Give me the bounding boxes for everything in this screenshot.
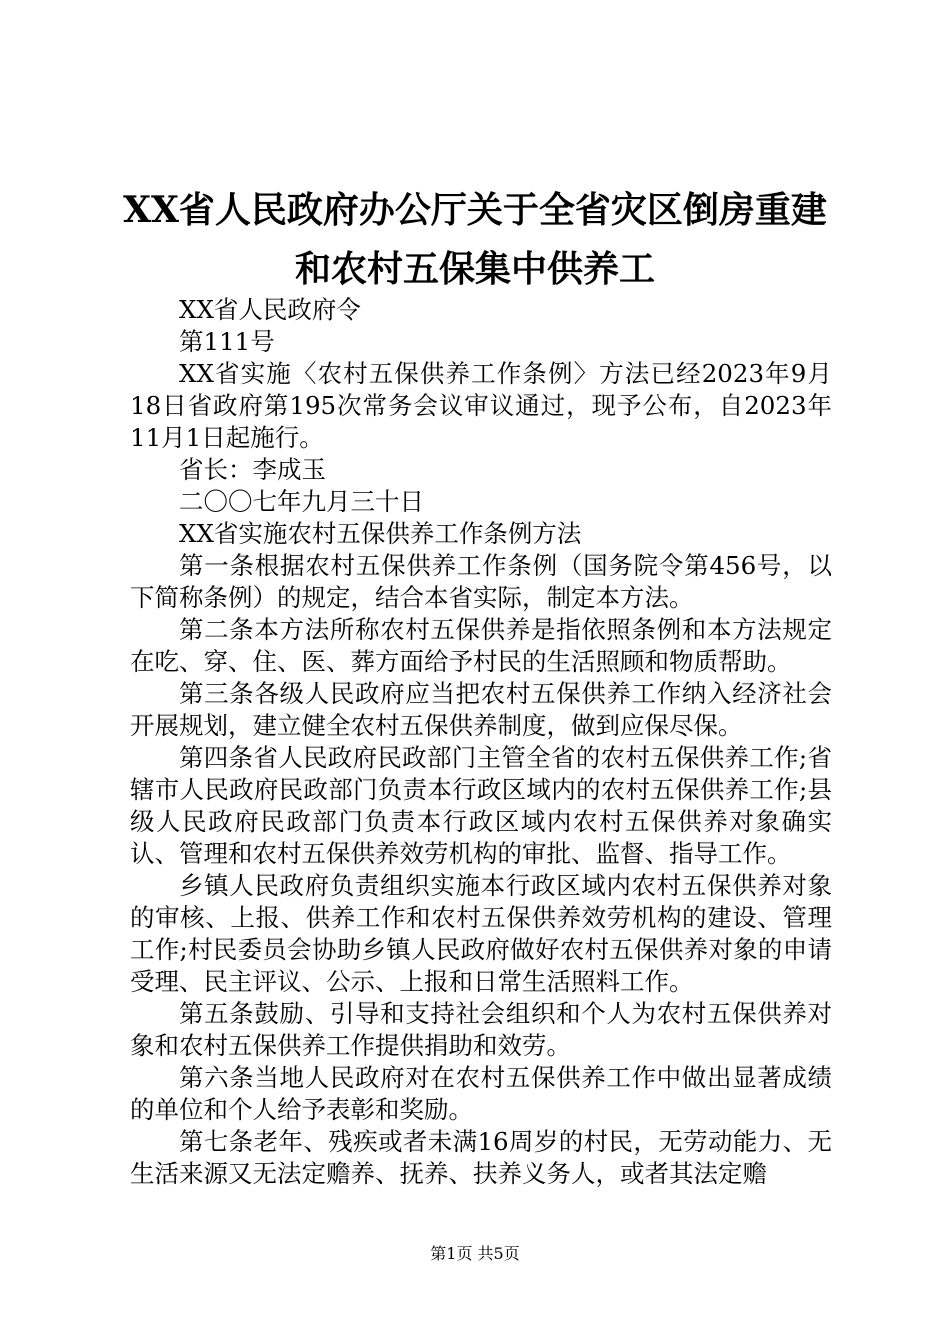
article-paragraph: 第五条鼓励、引导和支持社会组织和个人为农村五保供养对象和农村五保供养工作提供捐助和效劳。 (130, 999, 832, 1060)
decree-number: 第111号 (179, 327, 275, 356)
signatory: 省长：李成玉 (179, 455, 326, 484)
regulation-title: XX省实施农村五保供养工作条例方法 (179, 519, 582, 548)
issue-date: 二〇〇七年九月三十日 (179, 487, 424, 516)
document-title-line-2: 和农村五保集中供养工 (294, 248, 655, 290)
article-paragraph: 第四条省人民政府民政部门主管全省的农村五保供养工作;省辖市人民政府民政部门负责本行政区域内的农村五保供养工作;县级人民政府民政部门负责本行政区域内农村五保供养对象确实认、管理和农村五保供养效劳机构的审批、监督、指导工作。 (130, 743, 832, 868)
article-paragraph: 乡镇人民政府负责组织实施本行政区域内农村五保供养对象的审核、上报、供养工作和农村五保供养效劳机构的建设、管理工作;村民委员会协助乡镇人民政府做好农村五保供养对象的申请受理、民主评议、公示、上报和日常生活照料工作。 (130, 871, 832, 996)
article-paragraph: 第七条老年、残疾或者未满16周岁的村民，无劳动能力、无生活来源又无法定赡养、抚养、扶养义务人，或者其法定赡 (130, 1127, 832, 1188)
article-paragraph: 第三条各级人民政府应当把农村五保供养工作纳入经济社会开展规划，建立健全农村五保供养制度，做到应保尽保。 (130, 679, 832, 740)
document-body (130, 294, 832, 1190)
article-paragraph: 第二条本方法所称农村五保供养是指依照条例和本方法规定在吃、穿、住、医、葬方面给予村民的生活照顾和物质帮助。 (130, 615, 832, 676)
article-paragraph: 第一条根据农村五保供养工作条例（国务院令第456号，以下简称条例）的规定，结合本省实际，制定本方法。 (130, 551, 832, 612)
page-number-footer: 第1页 共5页 (430, 1244, 520, 1263)
decree-announcement: XX省实施〈农村五保供养工作条例〉方法已经2023年9月18日省政府第195次常务会议审议通过，现予公布，自2023年11月1日起施行。 (130, 359, 832, 452)
decree-issuer: XX省人民政府令 (179, 295, 361, 324)
article-paragraph: 第六条当地人民政府对在农村五保供养工作中做出显著成绩的单位和个人给予表彰和奖励。 (130, 1063, 832, 1124)
document-title-line-1: XX省人民政府办公厅关于全省灾区倒房重建 (123, 189, 827, 231)
